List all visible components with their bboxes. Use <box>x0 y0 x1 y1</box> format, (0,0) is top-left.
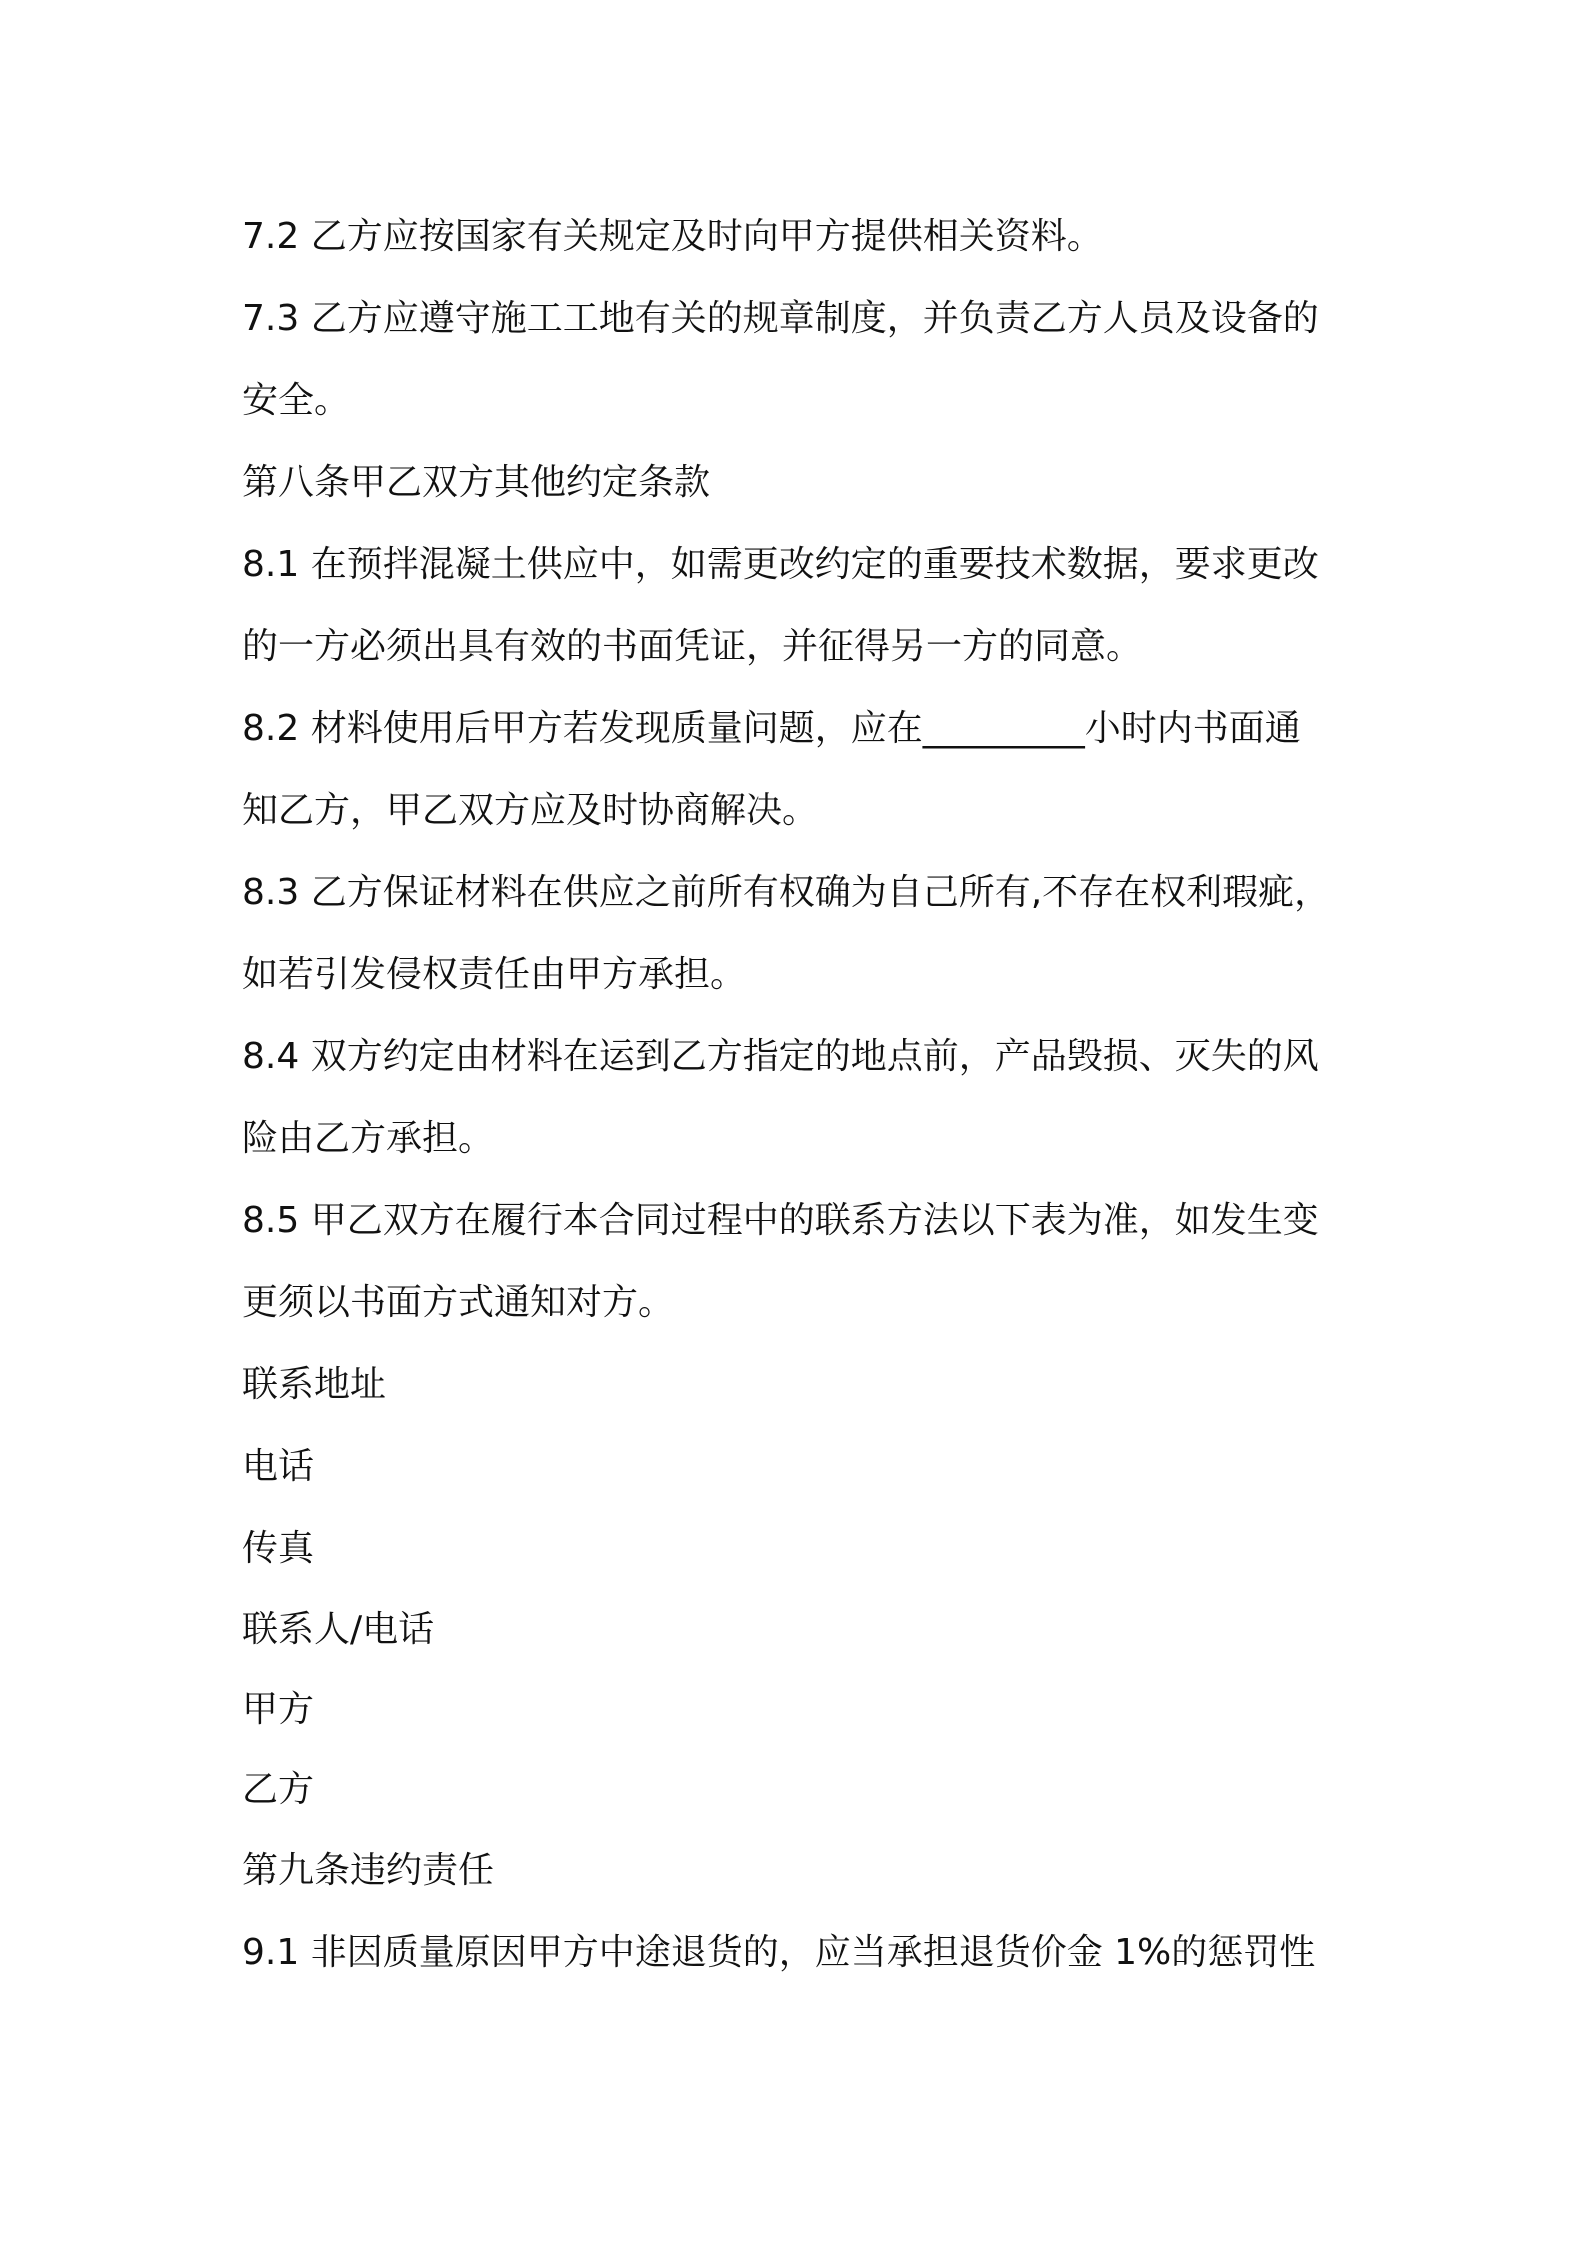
party-b-label: 乙方 <box>242 1769 315 1810</box>
party-a-label: 甲方 <box>242 1689 315 1730</box>
fax-label: 传真 <box>242 1528 315 1569</box>
clause-8-3-line-2: 如若引发侵权责任由甲方承担。 <box>242 954 747 995</box>
clause-7-3-line-2: 安全。 <box>242 380 351 421</box>
clause-8-2-line-2: 知乙方，甲乙双方应及时协商解决。 <box>242 790 819 831</box>
clause-7-2: 7.2 乙方应按国家有关规定及时向甲方提供相关资料。 <box>242 216 1103 257</box>
clause-8-5-line-2: 更须以书面方式通知对方。 <box>242 1282 675 1323</box>
phone-label: 电话 <box>242 1446 315 1487</box>
clause-9-1-line-1: 9.1 非因质量原因甲方中途退货的，应当承担退货价金 1%的惩罚性 <box>242 1932 1316 1973</box>
clause-8-4-line-2: 险由乙方承担。 <box>242 1118 495 1159</box>
document-body <box>242 196 1362 1994</box>
article-9-heading: 第九条违约责任 <box>242 1850 495 1891</box>
clause-8-3-line-1: 8.3 乙方保证材料在供应之前所有权确为自己所有,不存在权利瑕疵， <box>242 872 1331 913</box>
clause-8-5-line-1: 8.5 甲乙双方在履行本合同过程中的联系方法以下表为准，如发生变 <box>242 1200 1319 1241</box>
contact-address-label: 联系地址 <box>242 1364 387 1405</box>
clause-8-1-line-1: 8.1 在预拌混凝土供应中，如需更改约定的重要技术数据，要求更改 <box>242 544 1319 585</box>
clause-7-3-line-1: 7.3 乙方应遵守施工工地有关的规章制度，并负责乙方人员及设备的 <box>242 298 1319 339</box>
article-8-heading: 第八条甲乙双方其他约定条款 <box>242 462 711 503</box>
contact-person-label: 联系人/电话 <box>242 1609 435 1650</box>
clause-8-2-line-1: 8.2 材料使用后甲方若发现质量问题，应在_________小时内书面通 <box>242 708 1301 749</box>
clause-8-4-line-1: 8.4 双方约定由材料在运到乙方指定的地点前，产品毁损、灭失的风 <box>242 1036 1319 1077</box>
clause-8-1-line-2: 的一方必须出具有效的书面凭证，并征得另一方的同意。 <box>242 626 1143 667</box>
